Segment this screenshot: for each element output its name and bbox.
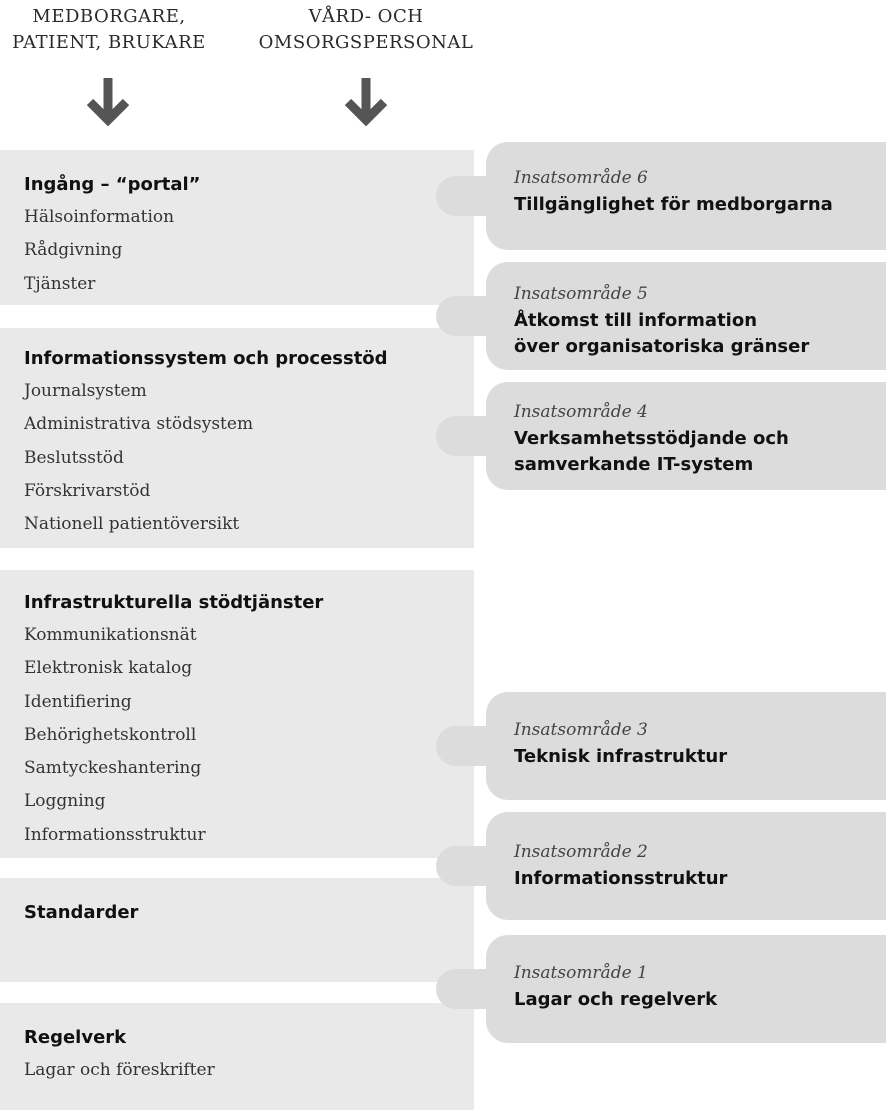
focus-area-5-label: Insatsområde 5	[514, 284, 648, 304]
infrastructure-services-items	[24, 619, 474, 852]
citizen-patient-label: MEDBORGARE, PATIENT, BRUKARE	[12, 6, 206, 53]
information-systems-block	[0, 328, 474, 548]
focus-area-4-title: Verksamhetsstödjande och samverkande IT-system	[514, 428, 789, 475]
information-systems-items	[24, 375, 474, 541]
standards-title: Standarder	[24, 902, 139, 923]
focus-area-2	[486, 812, 886, 920]
list-item: Identifiering	[24, 691, 132, 712]
down-arrow-icon	[338, 76, 394, 128]
down-arrow-icon	[80, 76, 136, 128]
information-systems-title: Informationssystem och processtöd	[24, 348, 388, 369]
focus-area-3-label: Insatsområde 3	[514, 720, 648, 740]
list-item: Elektronisk katalog	[24, 658, 193, 679]
portal-block	[0, 150, 474, 305]
infrastructure-services-title: Infrastrukturella stödtjänster	[24, 592, 324, 613]
focus-area-4	[486, 382, 886, 490]
focus-area-1-label: Insatsområde 1	[514, 963, 648, 983]
portal-title: Ingång – “portal”	[24, 174, 201, 195]
portal-items	[24, 201, 474, 301]
focus-area-6-title: Tillgänglighet för medborgarna	[514, 194, 833, 215]
list-item: Behörighetskontroll	[24, 724, 197, 745]
list-item: Kommunikationsnät	[24, 625, 197, 645]
list-item: Loggning	[24, 791, 106, 812]
focus-area-3	[486, 692, 886, 800]
focus-area-2-title: Informationsstruktur	[514, 868, 728, 889]
standards-block	[0, 878, 474, 982]
regulations-title: Regelverk	[24, 1027, 127, 1048]
focus-area-6	[486, 142, 886, 250]
list-item: Journalsystem	[24, 381, 147, 401]
list-item: Nationell patientöversikt	[24, 514, 240, 535]
list-item: Förskrivarstöd	[24, 480, 151, 501]
focus-area-1	[486, 935, 886, 1043]
list-item: Informationsstruktur	[24, 824, 206, 845]
focus-area-1-title: Lagar och regelverk	[514, 989, 718, 1010]
focus-area-4-label: Insatsområde 4	[514, 402, 648, 422]
list-item: Samtyckeshantering	[24, 758, 202, 779]
focus-area-3-title: Teknisk infrastruktur	[514, 746, 728, 767]
focus-area-6-label: Insatsområde 6	[514, 168, 648, 188]
list-item: Rådgivning	[24, 240, 123, 261]
focus-area-5	[486, 262, 886, 370]
list-item: Beslutsstöd	[24, 447, 124, 468]
care-staff-label: VÅRD- OCH OMSORGSPERSONAL	[258, 6, 474, 53]
list-item: Tjänster	[24, 273, 96, 294]
focus-area-2-label: Insatsområde 2	[514, 842, 648, 862]
list-item: Lagar och föreskrifter	[24, 1060, 215, 1080]
regulations-items	[24, 1054, 474, 1087]
focus-area-5-title: Åtkomst till information över organisatoriska gränser	[514, 310, 810, 357]
infrastructure-services-block	[0, 570, 474, 858]
list-item: Hälsoinformation	[24, 207, 175, 227]
regulations-block	[0, 1003, 474, 1110]
list-item: Administrativa stödsystem	[24, 414, 254, 435]
